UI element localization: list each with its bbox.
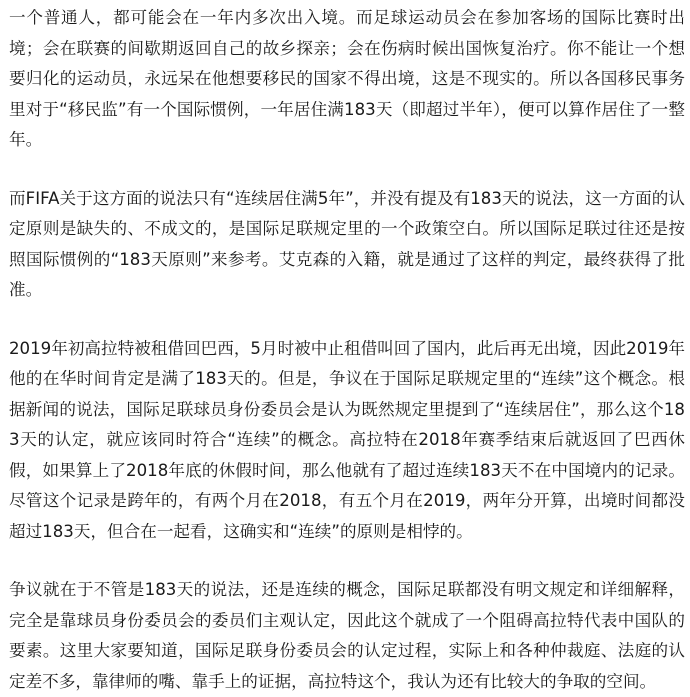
paragraph-dispute: 争议就在于不管是183天的说法，还是连续的概念，国际足联都没有明文规定和详细解释，完全是靠球员身份委员会的委员们主观认定，因此这个就成了一个阻碍高拉特代表中国队的要素。这里大家要知道，国际足联身份委员会的认定过程，实际上和各种仲裁庭、法庭的认定差不多，靠律师的嘴、靠手上的证据，高拉特这个，我认为还有比较大的争取的空间。 (9, 580, 685, 691)
article-body (9, 0, 685, 697)
paragraph-immigration-custom: 一个普通人，都可能会在一年内多次出入境。而足球运动员会在参加客场的国际比赛时出境；会在联赛的间歇期返回自己的故乡探亲；会在伤病时候出国恢复治疗。你不能让一个想要归化的运动员，永远呆在他想要移民的国家不得出境，这是不现实的。所以各国移民事务里对于“移民监”有一个国际惯例，一年居住满183天（即超过半年），便可以算作居住了一整年。 (9, 8, 685, 149)
paragraph-fifa-rule: 而FIFA关于这方面的说法只有“连续居住满5年”，并没有提及有183天的说法，这一方面的认定原则是缺失的、不成文的，是国际足联规定里的一个政策空白。所以国际足联过往还是按照国际惯例的“183天原则”来参考。艾克森的入籍，就是通过了这样的判定，最终获得了批准。 (9, 188, 685, 299)
paragraph-goulart-case: 2019年初高拉特被租借回巴西，5月时被中止租借叫回了国内，此后再无出境，因此2019年他的在华时间肯定是满了183天的。但是，争议在于国际足联规定里的“连续”这个概念。根据新闻的说法，国际足联球员身份委员会是认为既然规定里提到了“连续居住”，那么这个183天的认定，就应该同时符合“连续”的概念。高拉特在2018年赛季结束后就返回了巴西休假，如果算上了2018年底的休假时间，那么他就有了超过连续183天不在中国境内的记录。尽管这个记录是跨年的，有两个月在2018，有五个月在2019，两年分开算，出境时间都没超过183天，但合在一起看，这确实和“连续”的原则是相悖的。 (9, 338, 685, 541)
